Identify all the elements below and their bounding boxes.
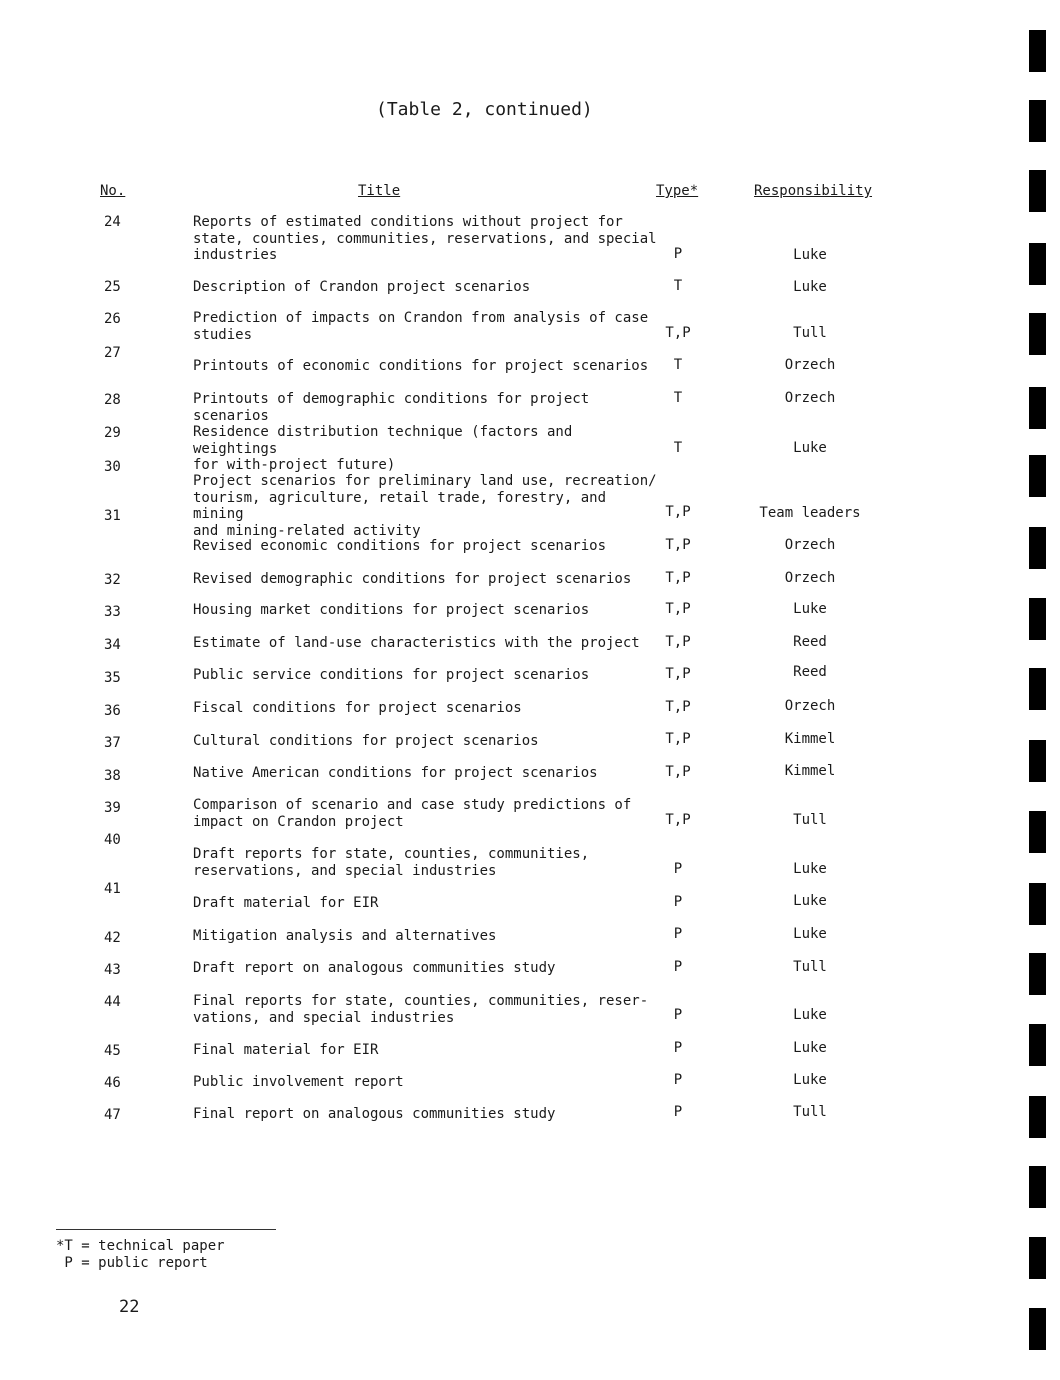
- row-type: T,P: [665, 731, 691, 747]
- row-title: Prediction of impacts on Crandon from analysis of case studies: [193, 310, 649, 343]
- row-title: Public involvement report: [193, 1074, 404, 1090]
- row-type: T: [673, 357, 683, 373]
- header-no: No.: [100, 183, 126, 199]
- margin-bar: [1029, 1024, 1046, 1066]
- row-number: 40: [104, 832, 121, 848]
- row-title: Final report on analogous communities study: [193, 1106, 556, 1122]
- row-title: Native American conditions for project scenarios: [193, 765, 598, 781]
- row-title: Revised economic conditions for project scenarios: [193, 538, 607, 554]
- margin-bar: [1029, 598, 1046, 640]
- margin-bar: [1029, 1308, 1046, 1350]
- row-number: 36: [104, 703, 121, 719]
- row-number: 38: [104, 768, 121, 784]
- row-title: Reports of estimated conditions without project for state, counties, communities, reservations, and special industries: [193, 214, 657, 263]
- margin-bar: [1029, 740, 1046, 782]
- header-title: Title: [358, 183, 401, 199]
- row-type: P: [673, 926, 683, 942]
- row-responsibility: Orzech: [784, 537, 836, 553]
- row-title: Project scenarios for preliminary land use, recreation/ tourism, agriculture, retail trade, forestry, and mining and mining-related activity: [193, 473, 657, 539]
- row-type: P: [673, 959, 683, 975]
- row-title: Draft report on analogous communities study: [193, 960, 556, 976]
- row-number: 29: [104, 425, 121, 441]
- row-type: P: [673, 861, 683, 877]
- row-type: P: [673, 246, 683, 262]
- row-number: 25: [104, 279, 121, 295]
- margin-bar: [1029, 953, 1046, 995]
- header-type: Type*: [656, 183, 699, 199]
- row-type: P: [673, 1007, 683, 1023]
- row-responsibility: Luke: [793, 279, 827, 295]
- row-responsibility: Kimmel: [784, 731, 836, 747]
- row-type: P: [673, 1072, 683, 1088]
- row-responsibility: Orzech: [784, 570, 836, 586]
- row-number: 47: [104, 1107, 121, 1123]
- margin-bar: [1029, 1166, 1046, 1208]
- footnote-line: P = public report: [56, 1255, 208, 1271]
- row-responsibility: Kimmel: [784, 763, 836, 779]
- row-title: Estimate of land-use characteristics with the project: [193, 635, 640, 651]
- margin-bar: [1029, 100, 1046, 142]
- row-number: 32: [104, 572, 121, 588]
- row-type: T: [673, 278, 683, 294]
- row-type: P: [673, 1104, 683, 1120]
- margin-bar: [1029, 811, 1046, 853]
- row-responsibility: Luke: [793, 1072, 827, 1088]
- row-title: Mitigation analysis and alternatives: [193, 928, 497, 944]
- row-responsibility: Luke: [793, 1007, 827, 1023]
- row-responsibility: Luke: [793, 861, 827, 877]
- row-title: Description of Crandon project scenarios: [193, 279, 531, 295]
- row-type: T: [673, 440, 683, 456]
- row-responsibility: Orzech: [784, 698, 836, 714]
- row-title: Printouts of economic conditions for project scenarios: [193, 358, 649, 374]
- row-responsibility: Tull: [793, 1104, 827, 1120]
- row-type: T,P: [665, 504, 691, 520]
- row-title: Final material for EIR: [193, 1042, 379, 1058]
- row-type: T: [673, 390, 683, 406]
- row-responsibility: Luke: [793, 893, 827, 909]
- margin-bar: [1029, 387, 1046, 429]
- row-responsibility: Orzech: [784, 357, 836, 373]
- page-number: 22: [119, 1297, 140, 1317]
- row-responsibility: Tull: [793, 959, 827, 975]
- row-number: 34: [104, 637, 121, 653]
- row-type: P: [673, 1040, 683, 1056]
- row-title: Cultural conditions for project scenarios: [193, 733, 539, 749]
- row-title: Public service conditions for project scenarios: [193, 667, 590, 683]
- row-type: T,P: [665, 537, 691, 553]
- row-number: 26: [104, 311, 121, 327]
- row-number: 39: [104, 800, 121, 816]
- row-number: 46: [104, 1075, 121, 1091]
- row-type: T,P: [665, 764, 691, 780]
- margin-bar: [1029, 1237, 1046, 1279]
- row-title: Comparison of scenario and case study predictions of impact on Crandon project: [193, 797, 632, 830]
- margin-bar: [1029, 313, 1046, 355]
- row-responsibility: Tull: [793, 325, 827, 341]
- row-title: Residence distribution technique (factors and weightings for with-project future): [193, 424, 573, 473]
- row-title: Draft reports for state, counties, communities, reservations, and special industries: [193, 846, 590, 879]
- row-type: P: [673, 894, 683, 910]
- row-title: Printouts of demographic conditions for project scenarios: [193, 391, 590, 424]
- margin-bar: [1029, 455, 1046, 497]
- row-responsibility: Luke: [793, 247, 827, 263]
- row-type: T,P: [665, 812, 691, 828]
- row-responsibility: Luke: [793, 440, 827, 456]
- row-title: Draft material for EIR: [193, 895, 379, 911]
- row-number: 27: [104, 345, 121, 361]
- margin-bar: [1029, 1096, 1046, 1138]
- row-responsibility: Orzech: [784, 390, 836, 406]
- row-responsibility: Luke: [793, 601, 827, 617]
- footnote-rule: [56, 1229, 276, 1230]
- row-number: 30: [104, 459, 121, 475]
- row-responsibility: Luke: [793, 926, 827, 942]
- row-number: 43: [104, 962, 121, 978]
- row-number: 35: [104, 670, 121, 686]
- row-responsibility: Reed: [793, 634, 827, 650]
- row-number: 24: [104, 214, 121, 230]
- margin-bar: [1029, 170, 1046, 212]
- row-number: 45: [104, 1043, 121, 1059]
- margin-bar: [1029, 668, 1046, 710]
- row-title: Fiscal conditions for project scenarios: [193, 700, 522, 716]
- row-type: T,P: [665, 570, 691, 586]
- footnote-line: *T = technical paper: [56, 1238, 225, 1254]
- row-responsibility: Tull: [793, 812, 827, 828]
- row-title: Revised demographic conditions for project scenarios: [193, 571, 632, 587]
- row-responsibility: Reed: [793, 664, 827, 680]
- table-caption: (Table 2, continued): [376, 99, 593, 120]
- row-type: T,P: [665, 634, 691, 650]
- row-number: 41: [104, 881, 121, 897]
- row-title: Housing market conditions for project scenarios: [193, 602, 590, 618]
- header-responsibility: Responsibility: [754, 183, 873, 199]
- row-number: 28: [104, 392, 121, 408]
- row-type: T,P: [665, 601, 691, 617]
- row-type: T,P: [665, 699, 691, 715]
- row-responsibility: Luke: [793, 1040, 827, 1056]
- row-number: 37: [104, 735, 121, 751]
- row-number: 31: [104, 508, 121, 524]
- row-title: Final reports for state, counties, communities, reser- vations, and special industries: [193, 993, 649, 1026]
- margin-bar: [1029, 243, 1046, 285]
- margin-bar: [1029, 527, 1046, 569]
- margin-bar: [1029, 883, 1046, 925]
- row-responsibility: Team leaders: [759, 505, 861, 521]
- row-type: T,P: [665, 666, 691, 682]
- margin-bar: [1029, 30, 1046, 72]
- row-type: T,P: [665, 325, 691, 341]
- row-number: 42: [104, 930, 121, 946]
- row-number: 33: [104, 604, 121, 620]
- row-number: 44: [104, 994, 121, 1010]
